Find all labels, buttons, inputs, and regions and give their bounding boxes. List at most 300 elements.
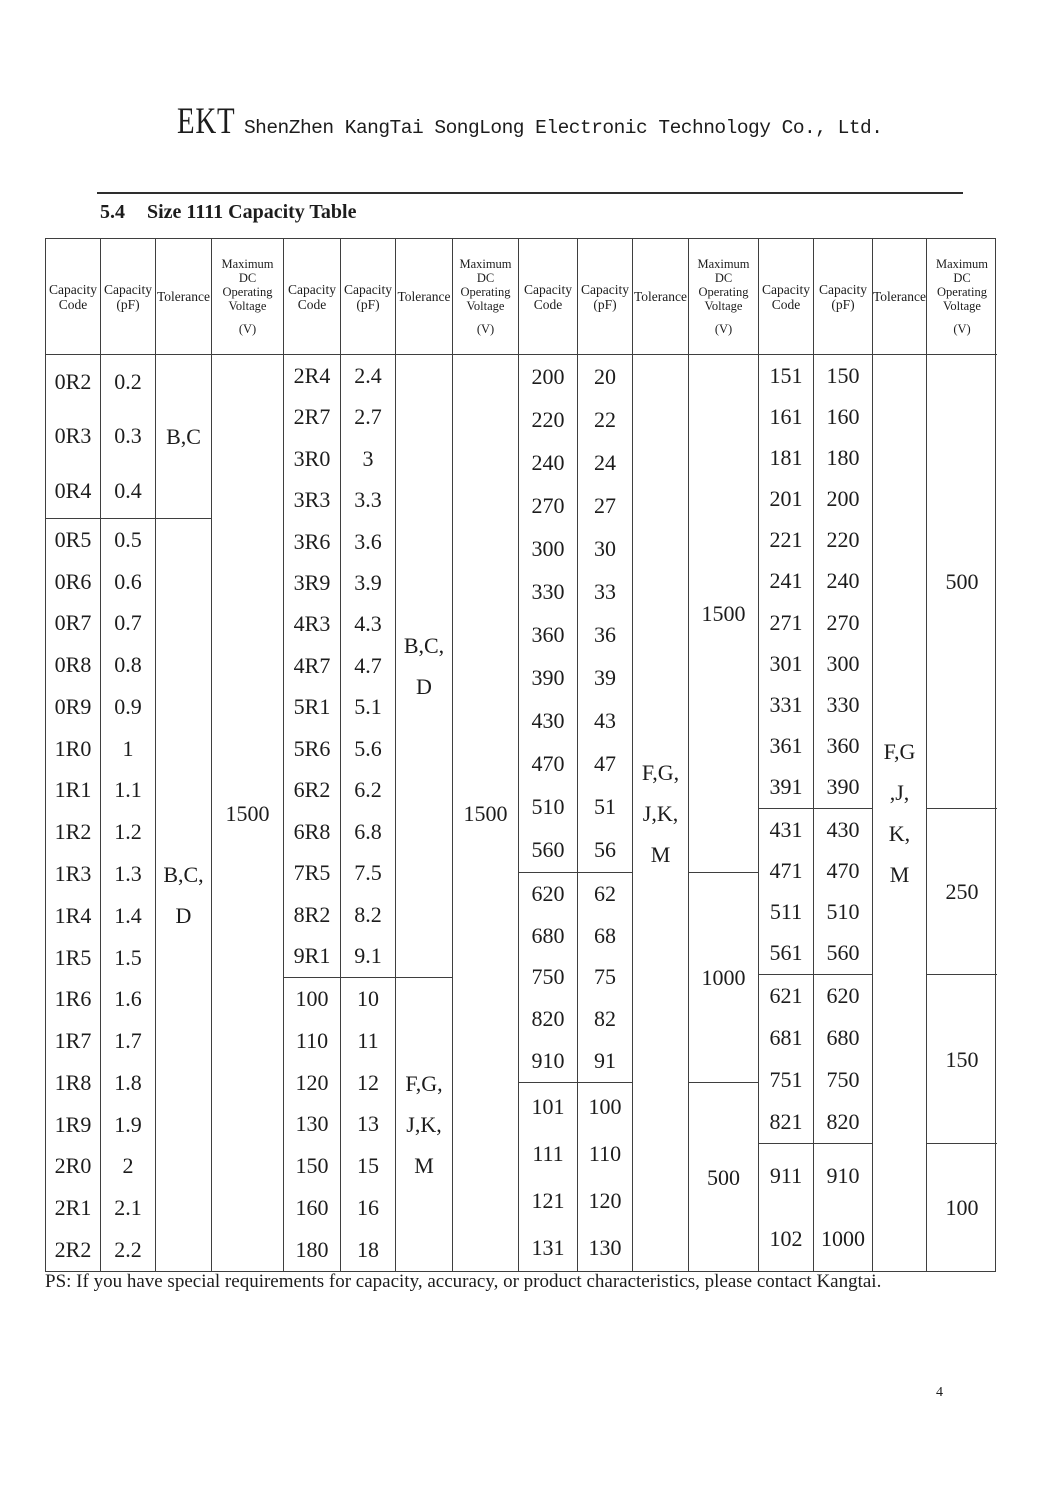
tolerance-line: M (889, 862, 910, 887)
header-line: Code (771, 296, 801, 312)
capacity-pf-cell: 22 (594, 406, 616, 432)
header-line: Tolerance (156, 289, 211, 304)
group-body (519, 355, 759, 1271)
capacity-code-block (759, 809, 813, 975)
voltage-line: 500 (945, 569, 979, 594)
capacity-pf-cell: 36 (594, 622, 616, 647)
capacity-table (45, 238, 996, 1272)
header-line: Voltage (228, 299, 267, 313)
tolerance-line: B,C, (403, 633, 445, 658)
header-cell-capacity-pf (101, 239, 156, 354)
group-body (46, 355, 284, 1271)
tolerance-line: K, (888, 821, 911, 846)
capacity-code-block (284, 355, 340, 978)
page-number: 4 (936, 1385, 943, 1400)
capacity-code-cell: 220 (531, 406, 565, 432)
capacity-code-cell: 390 (531, 665, 565, 691)
voltage-cell (689, 1083, 758, 1271)
capacity-code-cell: 1R8 (54, 1069, 92, 1095)
capacity-code-cell: 180 (295, 1236, 329, 1262)
header-cell-capacity-code (284, 239, 341, 354)
capacity-pf-cell: 11 (357, 1027, 379, 1053)
ps-note: PS: If you have special requirements for capacity, accuracy, or product characteristics, please contact Kangtai. (45, 1271, 882, 1292)
body-column-voltage (212, 355, 284, 1271)
capacity-pf-cell: 820 (826, 1109, 860, 1134)
capacity-pf-block (814, 355, 872, 809)
capacity-pf-cell: 0.9 (114, 693, 142, 719)
capacity-pf-cell: 680 (826, 1025, 860, 1050)
tolerance-cell (156, 355, 211, 519)
body-column-voltage (927, 355, 997, 1271)
capacity-code-block (519, 355, 577, 873)
body-column-capacity-pf (101, 355, 156, 1271)
capacity-code-cell: 271 (769, 609, 803, 635)
capacity-pf-cell: 3.9 (354, 569, 382, 595)
capacity-code-cell: 0R2 (54, 369, 92, 395)
tolerance-line: F,G, (641, 759, 680, 785)
capacity-pf-cell: 0.2 (114, 369, 142, 395)
tolerance-line: M (414, 1153, 434, 1178)
tolerance-line: J,K, (642, 800, 679, 826)
header-line: Operating (937, 285, 987, 299)
tolerance-cell (396, 978, 452, 1271)
tolerance-line: D (416, 674, 432, 699)
voltage-cell (927, 975, 997, 1144)
capacity-pf-cell: 360 (826, 733, 860, 759)
body-column-voltage (689, 355, 759, 1271)
capacity-code-cell: 100 (295, 985, 329, 1011)
capacity-code-cell: 111 (532, 1140, 564, 1166)
capacity-pf-cell: 620 (826, 983, 860, 1008)
tolerance-cell (873, 355, 926, 1271)
capacity-pf-cell: 30 (594, 535, 616, 561)
capacity-code-cell: 181 (769, 444, 803, 470)
capacity-code-cell: 0R9 (54, 693, 92, 719)
header-line: (pF) (356, 296, 380, 312)
voltage-unit-label: (V) (476, 322, 495, 336)
capacity-code-cell: 330 (531, 578, 565, 604)
capacity-pf-cell: 110 (588, 1140, 622, 1166)
voltage-line: 1500 (701, 601, 746, 626)
capacity-pf-cell: 0.7 (114, 610, 142, 636)
capacity-code-cell: 750 (531, 964, 565, 990)
capacity-pf-cell: 24 (594, 449, 616, 475)
body-column-capacity-code (284, 355, 341, 1271)
capacity-code-cell: 6R2 (293, 777, 331, 803)
table-group-3 (519, 239, 759, 1271)
capacity-pf-cell: 12 (357, 1069, 379, 1095)
capacity-pf-cell: 330 (826, 691, 860, 717)
capacity-code-cell: 3R3 (293, 487, 331, 513)
voltage-unit-label: (V) (714, 322, 733, 336)
capacity-code-cell: 3R0 (293, 445, 331, 471)
capacity-code-cell: 360 (531, 622, 565, 647)
tolerance-line: J,K, (406, 1112, 442, 1137)
capacity-code-cell: 5R1 (293, 694, 331, 720)
voltage-line: 1000 (701, 965, 746, 990)
capacity-code-cell: 1R3 (54, 861, 92, 886)
voltage-line: 500 (707, 1164, 740, 1190)
header-cell-capacity-pf (814, 239, 873, 354)
capacity-code-cell: 820 (531, 1006, 565, 1032)
tolerance-line: B,C, (163, 862, 204, 887)
capacity-code-cell: 5R6 (293, 735, 331, 761)
capacity-pf-cell: 18 (357, 1236, 379, 1262)
capacity-pf-cell: 240 (826, 568, 860, 594)
capacity-code-cell: 221 (769, 527, 803, 553)
header-cell-capacity-code (46, 239, 101, 354)
capacity-code-cell: 510 (531, 794, 565, 820)
voltage-cell (927, 355, 997, 809)
header-line: Maximum (221, 257, 274, 271)
header-line: Operating (460, 285, 511, 299)
tolerance-line: F,G (883, 739, 916, 764)
table-group-4 (759, 239, 997, 1271)
capacity-pf-cell: 430 (826, 816, 860, 842)
capacity-pf-cell: 2 (122, 1153, 134, 1179)
voltage-cell (212, 355, 283, 1271)
capacity-code-cell: 391 (769, 774, 803, 800)
brand-header (177, 100, 882, 143)
table-group-2 (284, 239, 519, 1271)
capacity-pf-cell: 1.2 (114, 819, 142, 845)
capacity-pf-cell: 47 (594, 751, 616, 777)
capacity-pf-cell: 120 (588, 1187, 622, 1213)
capacity-code-cell: 471 (769, 857, 803, 883)
capacity-pf-cell: 3.3 (354, 487, 382, 513)
capacity-code-cell: 511 (769, 899, 803, 925)
header-line: Tolerance (633, 289, 688, 304)
capacity-code-block (759, 975, 813, 1144)
header-cell-tolerance (873, 239, 927, 354)
capacity-pf-cell: 2.7 (354, 404, 382, 430)
tolerance-cell (156, 519, 211, 1271)
capacity-code-cell: 0R3 (54, 423, 92, 449)
header-cell-capacity-code (519, 239, 578, 354)
capacity-pf-cell: 150 (826, 362, 860, 388)
capacity-code-cell: 3R6 (293, 528, 331, 554)
header-line: DC (476, 271, 495, 285)
table-group-1 (46, 239, 284, 1271)
header-line: Operating (698, 285, 749, 299)
capacity-code-cell: 431 (769, 816, 803, 842)
company-logo: EKT (177, 101, 236, 142)
capacity-code-cell: 300 (531, 535, 565, 561)
capacity-pf-cell: 33 (594, 578, 616, 604)
capacity-pf-cell: 3 (362, 445, 374, 471)
group-body (284, 355, 519, 1271)
capacity-pf-cell: 100 (588, 1093, 622, 1119)
capacity-pf-cell: 300 (826, 650, 860, 676)
capacity-pf-cell: 180 (826, 444, 860, 470)
header-line: Code (58, 296, 88, 312)
header-line: DC (238, 271, 257, 285)
capacity-pf-block (101, 355, 155, 519)
capacity-code-cell: 621 (769, 983, 803, 1008)
capacity-pf-cell: 75 (594, 964, 616, 990)
voltage-line: 150 (945, 1046, 979, 1072)
capacity-pf-cell: 0.8 (114, 652, 142, 678)
capacity-code-cell: 2R1 (54, 1195, 92, 1221)
capacity-code-cell: 0R6 (54, 568, 92, 594)
capacity-pf-cell: 2.2 (114, 1236, 142, 1262)
voltage-line: 1500 (463, 800, 508, 826)
voltage-cell (689, 873, 758, 1083)
capacity-pf-cell: 1.7 (114, 1028, 142, 1054)
body-column-capacity-code (759, 355, 814, 1271)
capacity-code-cell: 1R6 (54, 986, 92, 1012)
capacity-pf-cell: 1 (122, 735, 134, 761)
header-line: Capacity (344, 281, 392, 297)
capacity-pf-cell: 6.8 (354, 818, 382, 844)
capacity-code-cell: 8R2 (293, 901, 331, 927)
capacity-pf-cell: 0.5 (114, 526, 142, 552)
group-header (284, 239, 519, 355)
capacity-code-cell: 150 (295, 1153, 329, 1179)
header-line: Voltage (704, 299, 743, 313)
company-name: ShenZhen KangTai SongLong Electronic Technology Co., Ltd. (243, 117, 883, 139)
capacity-code-cell: 110 (295, 1027, 329, 1053)
capacity-code-cell: 241 (769, 568, 803, 594)
capacity-code-cell: 1R9 (54, 1111, 92, 1137)
header-line: Maximum (697, 257, 750, 271)
capacity-pf-cell: 1.6 (114, 986, 142, 1012)
capacity-code-block (46, 519, 100, 1271)
capacity-pf-cell: 43 (594, 708, 616, 734)
capacity-code-cell: 910 (531, 1048, 565, 1074)
header-cell-voltage (927, 239, 997, 354)
capacity-pf-cell: 68 (594, 922, 616, 948)
voltage-unit-label: (V) (238, 322, 257, 336)
header-divider-rule (97, 192, 963, 194)
body-column-tolerance (396, 355, 453, 1271)
body-column-tolerance (156, 355, 212, 1271)
capacity-code-cell: 751 (769, 1067, 803, 1092)
capacity-code-cell: 620 (531, 880, 565, 906)
capacity-pf-cell: 15 (357, 1153, 379, 1179)
capacity-pf-cell: 130 (588, 1234, 622, 1260)
capacity-pf-block (578, 873, 632, 1083)
capacity-pf-cell: 0.6 (114, 568, 142, 594)
capacity-pf-cell: 13 (357, 1111, 379, 1137)
capacity-pf-block (341, 355, 395, 978)
capacity-code-cell: 361 (769, 733, 803, 759)
capacity-pf-cell: 1.9 (114, 1111, 142, 1137)
capacity-pf-cell: 5.6 (354, 735, 382, 761)
capacity-pf-cell: 4.3 (354, 611, 382, 637)
capacity-pf-block (578, 355, 632, 873)
capacity-pf-cell: 1.4 (114, 902, 142, 928)
body-column-capacity-pf (341, 355, 396, 1271)
capacity-code-cell: 331 (769, 691, 803, 717)
header-cell-voltage (453, 239, 519, 354)
capacity-code-cell: 201 (769, 486, 803, 512)
capacity-pf-cell: 4.7 (354, 652, 382, 678)
tolerance-line: ,J, (889, 780, 910, 805)
capacity-pf-cell: 7.5 (354, 860, 382, 886)
capacity-code-cell: 160 (295, 1195, 329, 1221)
capacity-code-cell: 821 (769, 1109, 803, 1134)
tolerance-line: B,C (166, 424, 201, 449)
header-line: Capacity (819, 281, 867, 297)
capacity-pf-cell: 200 (826, 486, 860, 512)
header-line: Capacity (104, 281, 152, 297)
section-name: Size 1111 Capacity Table (147, 201, 357, 223)
capacity-pf-cell: 2.4 (354, 362, 382, 388)
capacity-pf-cell: 160 (826, 403, 860, 429)
capacity-pf-cell: 20 (594, 363, 616, 389)
capacity-pf-block (814, 975, 872, 1144)
body-column-tolerance (873, 355, 927, 1271)
capacity-pf-cell: 82 (594, 1006, 616, 1032)
capacity-pf-cell: 5.1 (354, 694, 382, 720)
capacity-pf-block (578, 1083, 632, 1271)
group-header (519, 239, 759, 355)
voltage-line: 100 (945, 1195, 979, 1220)
body-column-voltage (453, 355, 519, 1271)
capacity-code-cell: 561 (769, 940, 803, 966)
capacity-pf-cell: 910 (826, 1162, 860, 1188)
capacity-code-cell: 2R2 (54, 1236, 92, 1262)
capacity-code-block (759, 355, 813, 809)
header-cell-tolerance (633, 239, 689, 354)
capacity-pf-cell: 470 (826, 857, 860, 883)
voltage-line: 250 (945, 879, 979, 904)
header-cell-tolerance (156, 239, 212, 354)
body-column-capacity-pf (578, 355, 633, 1271)
header-line: DC (953, 271, 971, 285)
capacity-code-cell: 3R9 (293, 569, 331, 595)
voltage-line: 1500 (225, 800, 270, 826)
header-line: Code (533, 296, 563, 312)
header-line: Capacity (762, 281, 810, 297)
header-line: Tolerance (397, 289, 451, 304)
header-line: Maximum (935, 257, 989, 271)
capacity-code-cell: 0R4 (54, 477, 92, 503)
capacity-code-cell: 101 (531, 1093, 565, 1119)
capacity-pf-cell: 10 (357, 985, 379, 1011)
capacity-pf-block (814, 1144, 872, 1271)
header-line: Voltage (466, 299, 505, 313)
capacity-code-block (46, 355, 100, 519)
group-header (46, 239, 284, 355)
capacity-code-cell: 0R7 (54, 610, 92, 636)
capacity-code-cell: 1R4 (54, 902, 92, 928)
capacity-code-cell: 1R1 (54, 777, 92, 803)
capacity-code-cell: 6R8 (293, 818, 331, 844)
capacity-pf-cell: 27 (594, 492, 616, 518)
capacity-pf-cell: 3.6 (354, 528, 382, 554)
capacity-code-cell: 9R1 (293, 943, 331, 969)
capacity-code-cell: 131 (531, 1234, 565, 1260)
section-title (100, 201, 356, 224)
tolerance-cell (633, 355, 688, 1271)
header-line: (pF) (831, 296, 855, 312)
voltage-cell (927, 1144, 997, 1271)
capacity-pf-cell: 1.8 (114, 1069, 142, 1095)
section-number: 5.4 (100, 201, 125, 223)
capacity-code-cell: 102 (769, 1226, 803, 1252)
body-column-capacity-pf (814, 355, 873, 1271)
capacity-pf-cell: 2.1 (114, 1195, 142, 1221)
capacity-code-cell: 2R7 (293, 404, 331, 430)
capacity-pf-cell: 1000 (821, 1226, 865, 1252)
capacity-code-cell: 2R0 (54, 1153, 92, 1179)
capacity-pf-cell: 62 (594, 880, 616, 906)
body-column-capacity-code (519, 355, 578, 1271)
capacity-code-cell: 1R5 (54, 944, 92, 970)
tolerance-line: F,G, (405, 1071, 443, 1096)
header-line: Capacity (581, 281, 629, 297)
header-line: Capacity (524, 281, 572, 297)
header-line: Capacity (288, 281, 336, 297)
header-cell-voltage (689, 239, 759, 354)
capacity-code-cell: 7R5 (293, 860, 331, 886)
capacity-code-cell: 2R4 (293, 362, 331, 388)
header-line: Maximum (459, 257, 512, 271)
capacity-pf-cell: 16 (357, 1195, 379, 1221)
capacity-pf-cell: 560 (826, 940, 860, 966)
capacity-code-cell: 240 (531, 449, 565, 475)
capacity-pf-cell: 91 (594, 1048, 616, 1074)
voltage-cell (927, 809, 997, 975)
capacity-pf-cell: 51 (594, 794, 616, 820)
header-cell-voltage (212, 239, 284, 354)
capacity-code-cell: 1R2 (54, 819, 92, 845)
header-cell-capacity-code (759, 239, 814, 354)
capacity-code-cell: 200 (531, 363, 565, 389)
body-column-capacity-code (46, 355, 101, 1271)
capacity-pf-block (341, 978, 395, 1271)
tolerance-line: M (650, 841, 671, 867)
header-line: Operating (222, 285, 273, 299)
body-column-tolerance (633, 355, 689, 1271)
capacity-code-cell: 0R5 (54, 526, 92, 552)
group-body (759, 355, 997, 1271)
capacity-code-cell: 681 (769, 1025, 803, 1050)
header-cell-capacity-pf (341, 239, 396, 354)
capacity-code-cell: 161 (769, 403, 803, 429)
capacity-pf-cell: 39 (594, 665, 616, 691)
capacity-code-cell: 270 (531, 492, 565, 518)
capacity-pf-block (814, 809, 872, 975)
capacity-pf-cell: 8.2 (354, 901, 382, 927)
header-cell-tolerance (396, 239, 453, 354)
header-line: Tolerance (872, 289, 927, 304)
voltage-unit-label: (V) (953, 322, 971, 336)
header-line: (pF) (116, 296, 140, 312)
capacity-pf-cell: 510 (826, 899, 860, 925)
capacity-pf-cell: 1.3 (114, 861, 142, 886)
capacity-code-cell: 1R0 (54, 735, 92, 761)
capacity-code-block (284, 978, 340, 1271)
capacity-code-cell: 130 (295, 1111, 329, 1137)
capacity-pf-cell: 0.4 (114, 477, 142, 503)
voltage-cell (453, 355, 518, 1271)
capacity-pf-cell: 220 (826, 527, 860, 553)
capacity-code-block (519, 1083, 577, 1271)
capacity-pf-cell: 6.2 (354, 777, 382, 803)
capacity-pf-cell: 270 (826, 609, 860, 635)
capacity-code-cell: 560 (531, 837, 565, 863)
voltage-cell (689, 355, 758, 873)
tolerance-line: D (175, 903, 192, 928)
capacity-pf-cell: 0.3 (114, 423, 142, 449)
capacity-code-block (759, 1144, 813, 1271)
header-line: Code (297, 296, 327, 312)
header-line: DC (714, 271, 733, 285)
capacity-code-cell: 680 (531, 922, 565, 948)
